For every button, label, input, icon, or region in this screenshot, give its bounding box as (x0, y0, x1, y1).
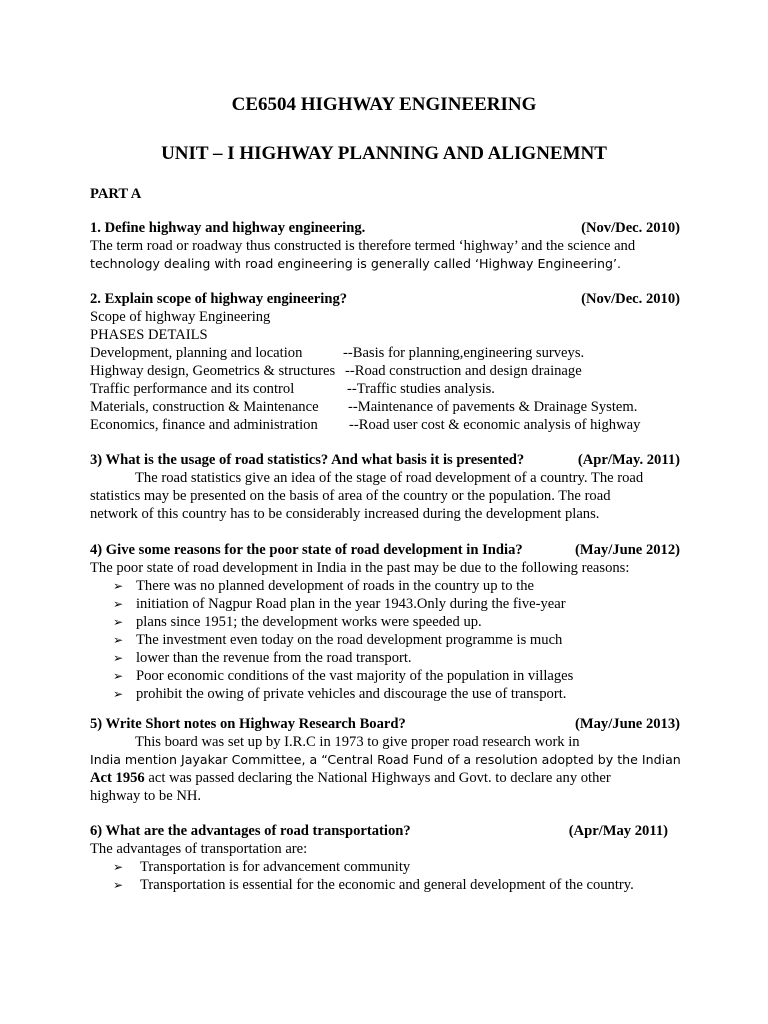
question-5-date: (May/June 2013) (575, 716, 680, 732)
list-item-text: Transportation is for advancement community (140, 859, 411, 875)
answer-4-intro: The poor state of road development in India in the past may be due to the following reasons: (90, 560, 630, 576)
act-reference: Act 1956 (90, 770, 145, 786)
phase-name: Traffic performance and its control (90, 381, 295, 397)
question-1 (90, 219, 680, 237)
arrow-bullet-icon: ➢ (113, 860, 124, 874)
phase-name: Materials, construction & Maintenance (90, 399, 319, 415)
question-3-text: 3) What is the usage of road statistics? And what basis it is presented? (90, 452, 525, 468)
arrow-bullet-icon: ➢ (113, 633, 124, 647)
arrow-bullet-icon: ➢ (113, 687, 124, 701)
answer-2-line-2: PHASES DETAILS (90, 327, 208, 343)
question-5 (90, 715, 680, 733)
answer-3-line-3: network of this country has to be considerably increased during the development plans. (90, 506, 600, 522)
phase-row (90, 362, 680, 380)
answer-6-intro: The advantages of transportation are: (90, 841, 308, 857)
list-item-text: Transportation is essential for the economic and general development of the country. (140, 877, 634, 893)
phase-detail: --Road user cost & economic analysis of highway (349, 417, 641, 433)
question-6-date: (Apr/May 2011) (568, 823, 668, 839)
list-item-text: initiation of Nagpur Road plan in the year 1943.Only during the five-year (136, 596, 566, 612)
answer-2-line-1: Scope of highway Engineering (90, 309, 271, 325)
arrow-bullet-icon: ➢ (113, 579, 124, 593)
phase-row (90, 398, 680, 416)
list-item-text: prohibit the owing of private vehicles and discourage the use of transport. (136, 686, 567, 702)
course-title: CE6504 HIGHWAY ENGINEERING (231, 94, 537, 115)
question-1-text: 1. Define highway and highway engineering. (90, 220, 366, 236)
list-item-text: There was no planned development of roads in the country up to the (136, 578, 534, 594)
phase-detail: --Road construction and design drainage (345, 363, 582, 379)
question-3-date: (Apr/May. 2011) (577, 452, 680, 468)
phase-name: Development, planning and location (90, 345, 303, 361)
phase-row (90, 416, 680, 434)
arrow-bullet-icon: ➢ (113, 651, 124, 665)
question-1-date: (Nov/Dec. 2010) (581, 220, 680, 236)
question-2 (90, 290, 680, 308)
arrow-bullet-icon: ➢ (113, 597, 124, 611)
question-2-text: 2. Explain scope of highway engineering? (90, 291, 348, 307)
phase-detail: --Basis for planning,engineering surveys. (343, 345, 585, 361)
question-3 (90, 451, 680, 469)
answer-3-line-2: statistics may be presented on the basis of area of the country or the population. The road (90, 488, 611, 504)
list-item-text: lower than the revenue from the road transport. (136, 650, 412, 666)
answer-5-line-1: This board was set up by I.R.C in 1973 to give proper road research work in (135, 734, 580, 750)
list-item-text: The investment even today on the road development programme is much (136, 632, 563, 648)
answer-1-line-2: technology dealing with road engineering is generally called ‘Highway Engineering’. (90, 256, 622, 271)
answer-1-line-1: The term road or roadway thus constructed is therefore termed ‘highway’ and the science and (90, 238, 636, 254)
answer-3-line-1: The road statistics give an idea of the stage of road development of a country. The road (135, 470, 644, 486)
phase-name: Economics, finance and administration (90, 417, 318, 433)
question-4 (90, 541, 680, 559)
answer-5-line-2: India mention Jayakar Committee, a “Central Road Fund of a resolution adopted by the Indian (90, 752, 681, 767)
question-6-text: 6) What are the advantages of road transportation? (90, 823, 411, 839)
question-4-date: (May/June 2012) (575, 542, 680, 558)
phase-name: Highway design, Geometrics & structures (90, 363, 336, 379)
question-6 (90, 822, 680, 840)
unit-title: UNIT – I HIGHWAY PLANNING AND ALIGNEMNT (161, 143, 607, 164)
question-5-text: 5) Write Short notes on Highway Research Board? (90, 716, 406, 732)
arrow-bullet-icon: ➢ (113, 615, 124, 629)
phase-row (90, 344, 680, 362)
phase-row (90, 380, 680, 398)
phase-detail: --Maintenance of pavements & Drainage System. (348, 399, 638, 415)
arrow-bullet-icon: ➢ (113, 878, 124, 892)
arrow-bullet-icon: ➢ (113, 669, 124, 683)
question-2-date: (Nov/Dec. 2010) (581, 291, 680, 307)
answer-5-line-4: highway to be NH. (90, 788, 202, 804)
answer-5-line-3 (90, 769, 611, 787)
answer-5-line-3-text: act was passed declaring the National Highways and Govt. to declare any other (144, 770, 611, 786)
list-item-text: plans since 1951; the development works were speeded up. (136, 614, 482, 630)
question-4-text: 4) Give some reasons for the poor state of road development in India? (90, 542, 523, 558)
part-heading: PART A (90, 186, 142, 202)
list-item-text: Poor economic conditions of the vast majority of the population in villages (136, 668, 574, 684)
phase-detail: --Traffic studies analysis. (347, 381, 495, 397)
